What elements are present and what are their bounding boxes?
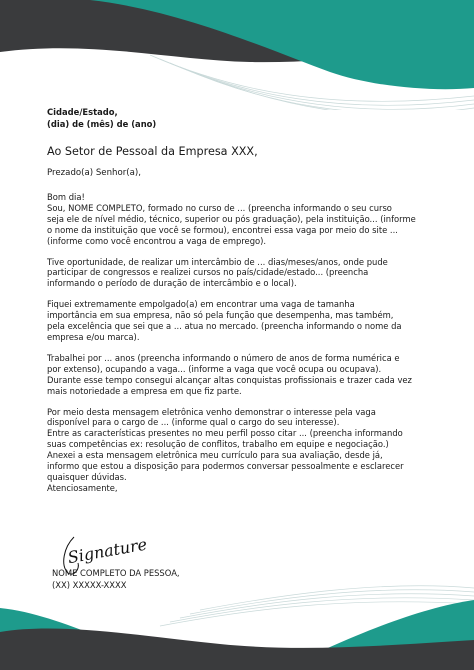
text-line: mais notoriedade a empresa em que fiz parte. (47, 385, 242, 396)
text-line: participar de congressos e realizei cursos no país/cidade/estado... (preencha (47, 267, 369, 278)
text-line: Sou, NOME COMPLETO, formado no curso de ... (preencha informando o seu curso (47, 202, 392, 213)
text-line: Por meio desta mensagem eletrônica venho demonstrar o interesse pela vaga (47, 406, 376, 417)
text-line: Bom dia! (47, 192, 85, 202)
text-line: seja ele de nível médio, técnico, superior ou pós graduação), pela instituição... (informe (47, 213, 416, 224)
text-line: informando o período de duração de intercâmbio e o local). (47, 278, 297, 289)
closing: Atenciosamente, (47, 482, 118, 493)
text-line: quaisquer dúvidas. (47, 471, 127, 482)
text-line: (informe como você encontrou a vaga de emprego). (47, 235, 267, 246)
text-line: Fiquei extremamente empolgado(a) em encontrar uma vaga de tamanha (47, 299, 355, 310)
paragraph-exchange (47, 257, 437, 290)
sender-name: NOME COMPLETO DA PESSOA, (52, 568, 180, 578)
text-line: Entre as características presentes no meu perfil posso citar ... (preencha informando (47, 428, 403, 439)
signature-text: Signature (66, 534, 149, 568)
text-line: por extenso), ocupando a vaga... (informe a vaga que você ocupa ou ocupava). (47, 363, 382, 374)
paragraph-experience (47, 353, 437, 397)
paragraph-interest (47, 407, 437, 483)
text-line: Trabalhei por ... anos (preencha informando o número de anos de forma numérica e (47, 352, 400, 363)
text-line: o nome da instituição que você se formou), encontrei essa vaga por meio do site ... (47, 224, 398, 235)
paragraph-excitement (47, 299, 437, 343)
header-wave-decoration (0, 0, 474, 110)
text-line: Anexei a esta mensagem eletrônica meu currículo para sua avaliação, desde já, (47, 450, 383, 461)
sender-block (52, 568, 180, 591)
salutation: Prezado(a) Senhor(a), (47, 168, 141, 178)
letter-body (47, 106, 437, 494)
text-line: pela excelência que sei que a ... atua no mercado. (preencha informando o nome da (47, 321, 402, 332)
text-line: informo que estou a disposição para podermos conversar pessoalmente e esclarecer (47, 461, 404, 472)
text-line: disponível para o cargo de ... (informe qual o cargo do seu interesse). (47, 417, 340, 428)
text-line: empresa e/ou marca). (47, 331, 140, 342)
date-line: (dia) de (mês) de (ano) (47, 119, 157, 129)
text-line: Tive oportunidade, de realizar um intercâmbio de ... dias/meses/anos, onde pude (47, 256, 388, 267)
text-line: importância em sua empresa, não só pela função que desempenha, mas também, (47, 310, 394, 321)
paragraph-intro (47, 192, 437, 247)
city-state: Cidade/Estado, (47, 107, 118, 117)
recipient: Ao Setor de Pessoal da Empresa XXX, (47, 145, 258, 158)
text-line: suas competências ex: resolução de conflitos, trabalho em equipe e negociação.) (47, 439, 389, 450)
sender-phone: (XX) XXXXX-XXXX (52, 579, 127, 590)
text-line: Durante esse tempo consegui alcançar altas conquistas profissionais e trazer cada vez (47, 374, 412, 385)
